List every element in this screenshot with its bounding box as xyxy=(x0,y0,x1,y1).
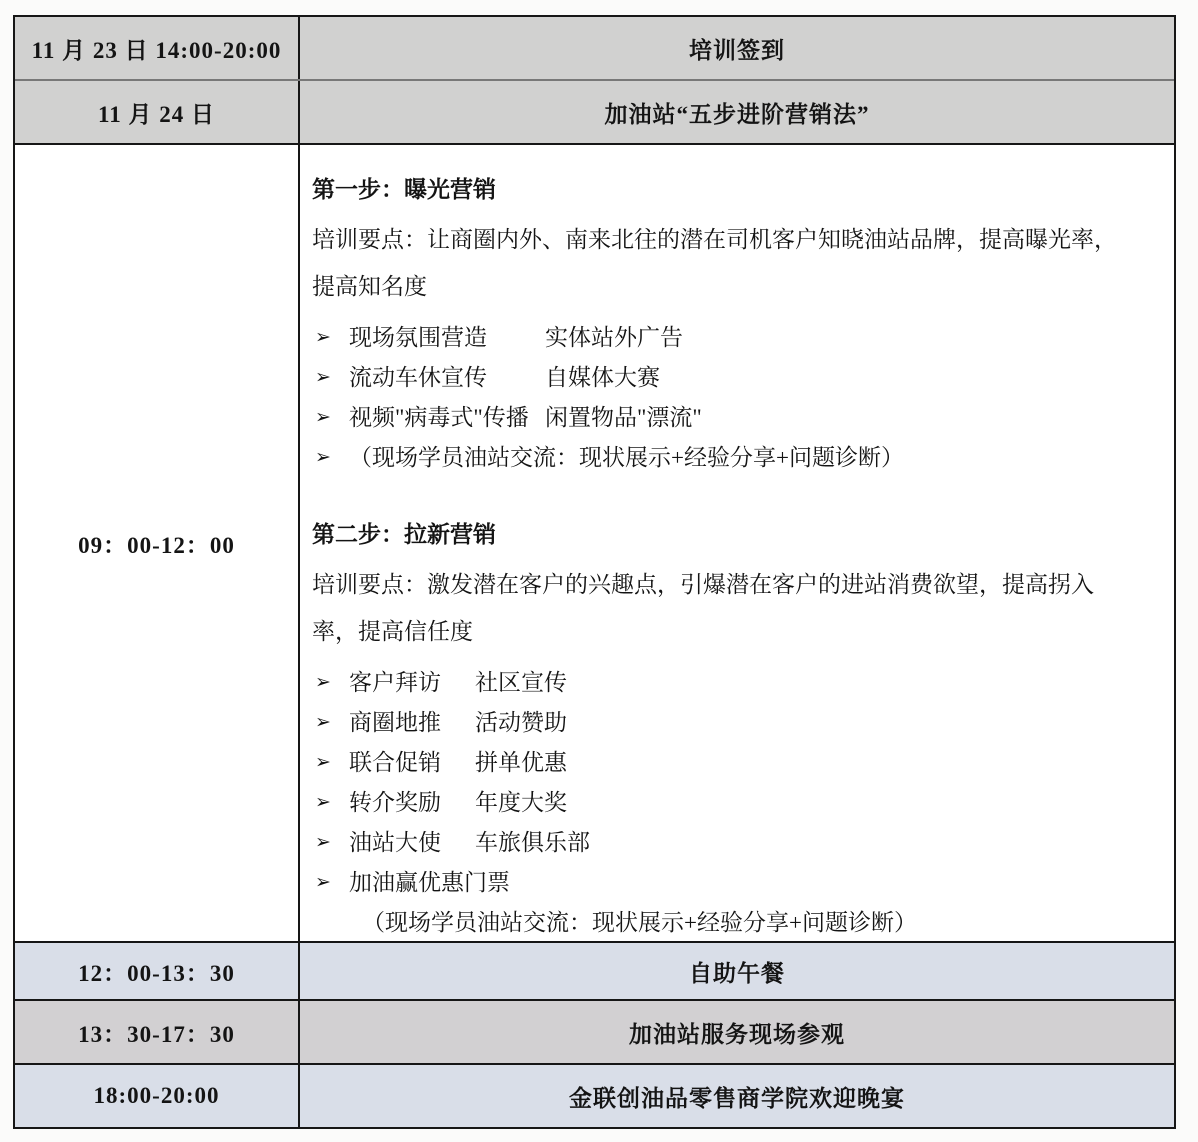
dinner-time: 18:00-20:00 xyxy=(15,1065,300,1127)
bullet-text-primary: 视频"病毒式"传播 xyxy=(349,405,529,430)
agenda-bullet-item xyxy=(312,438,1120,478)
bullet-text-secondary: 年度大奖 xyxy=(475,790,567,815)
arrow-bullet-icon: ➢ xyxy=(315,407,331,428)
step2-heading: 第二步：拉新营销 xyxy=(312,522,496,547)
visit-time: 13：30-17：30 xyxy=(15,1001,300,1063)
morning-agenda xyxy=(300,145,1174,941)
bullet-text-primary: 加油赢优惠门票 xyxy=(349,870,510,895)
arrow-bullet-icon: ➢ xyxy=(315,832,331,853)
arrow-bullet-icon: ➢ xyxy=(315,367,331,388)
step1-heading: 第一步：曝光营销 xyxy=(312,177,496,202)
bullet-text-primary: 转介奖励 xyxy=(349,790,441,815)
row-day2-header xyxy=(15,79,1174,143)
bullet-text-primary: 商圈地推 xyxy=(349,710,441,735)
row-lunch xyxy=(15,941,1174,999)
bullet-text-secondary: 实体站外广告 xyxy=(545,325,683,350)
step1-bullet-list xyxy=(312,318,1120,478)
bullet-text-primary: （现场学员油站交流：现状展示+经验分享+问题诊断） xyxy=(349,445,904,470)
step2-description: 培训要点：激发潜在客户的兴趣点，引爆潜在客户的进站消费欲望，提高拐入率，提高信任度 xyxy=(312,572,1094,644)
lunch-time: 12：00-13：30 xyxy=(15,943,300,999)
arrow-bullet-icon: ➢ xyxy=(315,327,331,348)
bullet-text-secondary: 闲置物品"漂流" xyxy=(545,405,702,430)
bullet-text-primary: 联合促销 xyxy=(349,750,441,775)
agenda-bullet-item xyxy=(312,863,1120,903)
arrow-bullet-icon: ➢ xyxy=(315,792,331,813)
row-signin xyxy=(15,17,1174,79)
lunch-activity: 自助午餐 xyxy=(689,960,785,986)
step1-description: 培训要点：让商圈内外、南来北往的潜在司机客户知晓油站品牌，提高曝光率，提高知名度 xyxy=(312,227,1117,299)
agenda-bullet-item xyxy=(312,398,1120,438)
agenda-bullet-item xyxy=(312,663,1120,703)
bullet-text-secondary: 活动赞助 xyxy=(475,710,567,735)
bullet-text-primary: 现场氛围营造 xyxy=(349,325,487,350)
step2-bullet-list xyxy=(312,663,1120,903)
day2-title: 加油站“五步进阶营销法” xyxy=(604,101,870,127)
row-site-visit xyxy=(15,999,1174,1063)
row-morning-session xyxy=(15,143,1174,941)
agenda-bullet-item xyxy=(312,743,1120,783)
bullet-text-secondary: 车旅俱乐部 xyxy=(475,830,590,855)
dinner-activity: 金联创油品零售商学院欢迎晚宴 xyxy=(569,1085,905,1111)
training-schedule-table xyxy=(13,15,1176,1129)
arrow-bullet-icon: ➢ xyxy=(315,752,331,773)
signin-time: 11 月 23 日 14:00-20:00 xyxy=(15,17,300,79)
bullet-text-primary: 油站大使 xyxy=(349,830,441,855)
agenda-bullet-item xyxy=(312,823,1120,863)
agenda-bullet-item xyxy=(312,703,1120,743)
visit-activity: 加油站服务现场参观 xyxy=(629,1021,845,1047)
step2-section xyxy=(312,516,1120,943)
signin-activity: 培训签到 xyxy=(689,37,785,63)
arrow-bullet-icon: ➢ xyxy=(315,712,331,733)
bullet-text-secondary: 社区宣传 xyxy=(475,670,567,695)
bullet-text-secondary: 拼单优惠 xyxy=(475,750,567,775)
agenda-bullet-item xyxy=(312,358,1120,398)
morning-time: 09：00-12：00 xyxy=(15,145,300,941)
bullet-text-secondary: 自媒体大赛 xyxy=(545,365,660,390)
arrow-bullet-icon: ➢ xyxy=(315,672,331,693)
bullet-text-primary: 客户拜访 xyxy=(349,670,441,695)
bullet-text-primary: 流动车休宣传 xyxy=(349,365,487,390)
agenda-bullet-item xyxy=(312,318,1120,358)
arrow-bullet-icon: ➢ xyxy=(315,872,331,893)
step2-note: （现场学员油站交流：现状展示+经验分享+问题诊断） xyxy=(362,910,917,935)
agenda-bullet-item xyxy=(312,783,1120,823)
day2-date: 11 月 24 日 xyxy=(15,81,300,143)
row-welcome-dinner xyxy=(15,1063,1174,1127)
arrow-bullet-icon: ➢ xyxy=(315,447,331,468)
step1-section xyxy=(312,171,1120,478)
